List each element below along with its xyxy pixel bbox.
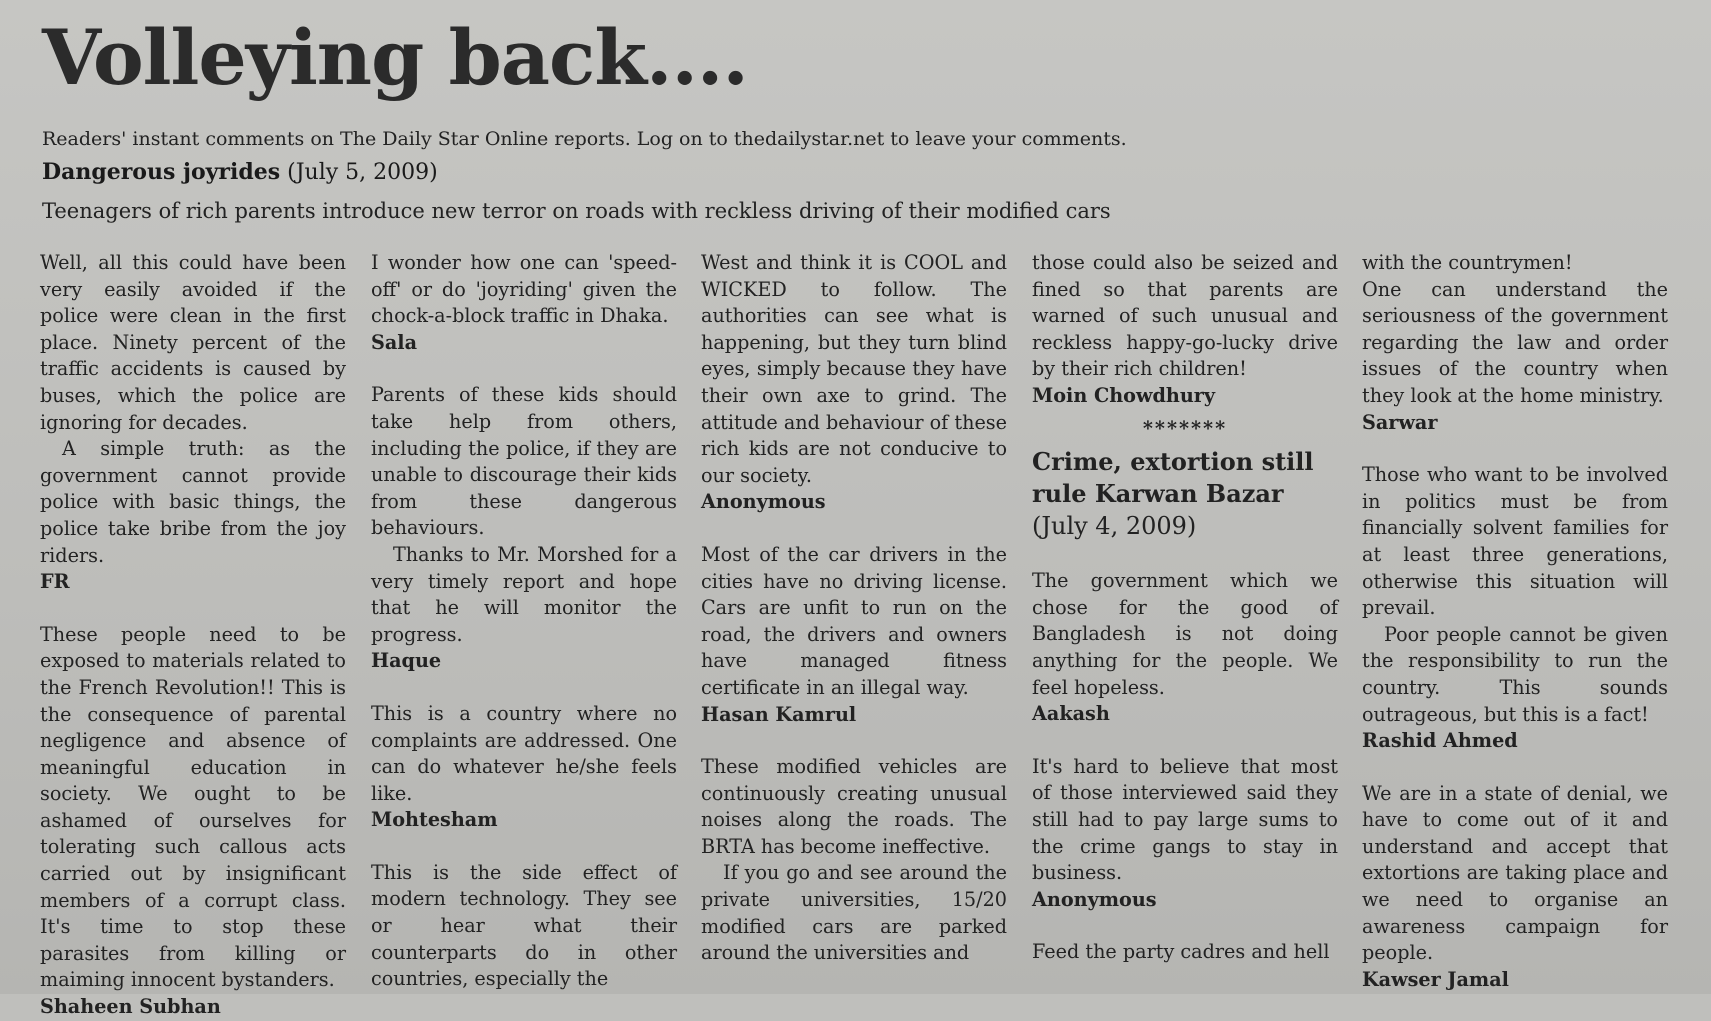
- spacer: [1362, 755, 1668, 781]
- comment-author: Sala: [371, 330, 418, 354]
- comment-text: Parents of these kids should take help from others, including the police, if they are unable to discourage their kids from these dangerous behaviours.: [371, 383, 677, 540]
- comment-text: Those who want to be involved in politics must be from financially solvent families for at least three generations, otherwise this situation will prevail.: [1362, 463, 1668, 620]
- spacer: [1362, 436, 1668, 462]
- story-2-title-text: Crime, extortion still rule Karwan Bazar: [1032, 447, 1314, 509]
- intro-line: Readers' instant comments on The Daily Star Online reports. Log on to thedailystar.net to leave your comments.: [42, 128, 1127, 150]
- comment-text: I wonder how one can 'speed-off' or do 'joyriding' given the chock-a-block traffic in Dhaka.: [371, 251, 677, 328]
- comment-author: Anonymous: [701, 490, 826, 514]
- comment-author: Kawser Jamal: [1362, 967, 1509, 991]
- comment-text: with the countrymen!: [1362, 251, 1573, 274]
- comment-text: Poor people cannot be given the responsibility to run the country. This sounds outrageous, but this is a fact!: [1362, 622, 1668, 726]
- story-title-text: Dangerous joyrides: [42, 159, 281, 185]
- story-2-date: (July 4, 2009): [1032, 512, 1197, 541]
- column-1: [40, 250, 346, 1021]
- comment-author: Aakash: [1032, 702, 1110, 726]
- comment-author: Shaheen Subhan: [40, 995, 221, 1019]
- comment-author: Haque: [371, 649, 442, 673]
- spacer: [1032, 542, 1338, 568]
- page-headline: Volleying back....: [42, 13, 748, 102]
- comment-text: This is the side effect of modern technology. They see or hear what their counterparts do in other countries, especially the: [371, 860, 677, 991]
- spacer: [1032, 728, 1338, 754]
- column-3: [701, 250, 1007, 967]
- section-separator: *******: [1142, 416, 1228, 440]
- spacer: [701, 728, 1007, 754]
- comment-text: One can understand the seriousness of the government regarding the law and order issues of the country when they look at the home ministry.: [1362, 277, 1668, 407]
- comment-author: FR: [40, 570, 70, 594]
- spacer: [371, 834, 677, 860]
- comment-text: those could also be seized and fined so that parents are warned of such unusual and reckless happy-go-lucky drive by their rich children!: [1032, 251, 1338, 381]
- column-2: [371, 250, 677, 993]
- story-date: (July 5, 2009): [287, 160, 438, 185]
- comment-author: Moin Chowdhury: [1032, 383, 1216, 407]
- comment-author: Anonymous: [1032, 887, 1157, 911]
- comment-text: A simple truth: as the government cannot provide police with basic things, the police take bribe from the joy riders.: [40, 437, 346, 567]
- comment-text: These modified vehicles are continuously creating unusual noises along the roads. The BRTA has become ineffective.: [701, 755, 1007, 858]
- comment-text: These people need to be exposed to materials related to the French Revolution!! This is the consequence of parental negligence and absence of meaningful education in society. We ought to be ashamed of ourselves for tolerating such callous acts carried out by insignificant members of a corrupt class. It's time to stop these parasites from killing or maiming innocent bystanders.: [40, 622, 346, 992]
- comment-text: Most of the car drivers in the cities have no driving license. Cars are unfit to run on the road, the drivers and owners have managed fitness certificate in an illegal way.: [701, 542, 1007, 699]
- spacer: [701, 516, 1007, 542]
- story-2-title: [1032, 446, 1338, 542]
- story-subtitle: Teenagers of rich parents introduce new terror on roads with reckless driving of their modified cars: [42, 199, 1111, 223]
- comment-text: It's hard to believe that most of those interviewed said they still had to pay large sums to the crime gangs to stay in business.: [1032, 754, 1338, 885]
- spacer: [40, 596, 346, 622]
- comment-text: This is a country where no complaints are addressed. One can do whatever he/she feels like.: [371, 701, 677, 805]
- comment-text: The government which we chose for the good of Bangladesh is not doing anything for the people. We feel hopeless.: [1032, 569, 1338, 699]
- comment-author: Rashid Ahmed: [1362, 729, 1518, 753]
- spacer: [371, 675, 677, 701]
- comment-text: West and think it is COOL and WICKED to follow. The authorities can see what is happening, but they turn blind eyes, simply because they have their own axe to grind. The attitude and behaviour of these rich kids are not conducive to our society.: [701, 251, 1007, 487]
- column-4: [1032, 250, 1338, 966]
- comment-author: Mohtesham: [371, 808, 498, 832]
- spacer: [371, 356, 677, 382]
- story-title: [42, 159, 438, 185]
- spacer: [1032, 913, 1338, 939]
- comment-text: We are in a state of denial, we have to come out of it and understand and accept that extortions are taking place and we need to organise an awareness campaign for people.: [1362, 781, 1668, 965]
- comment-text: Thanks to Mr. Morshed for a very timely report and hope that he will monitor the progress.: [371, 542, 677, 646]
- comment-author: Hasan Kamrul: [701, 702, 857, 726]
- column-5: [1362, 250, 1668, 993]
- comment-author: Sarwar: [1362, 410, 1438, 434]
- comment-text: Feed the party cadres and hell: [1032, 940, 1330, 964]
- comment-text: If you go and see around the private universities, 15/20 modified cars are parked around the universities and: [701, 861, 1007, 965]
- comment-text: Well, all this could have been very easily avoided if the police were clean in the first place. Ninety percent of the traffic accidents is caused by buses, which the police are ignoring for decades.: [40, 251, 346, 434]
